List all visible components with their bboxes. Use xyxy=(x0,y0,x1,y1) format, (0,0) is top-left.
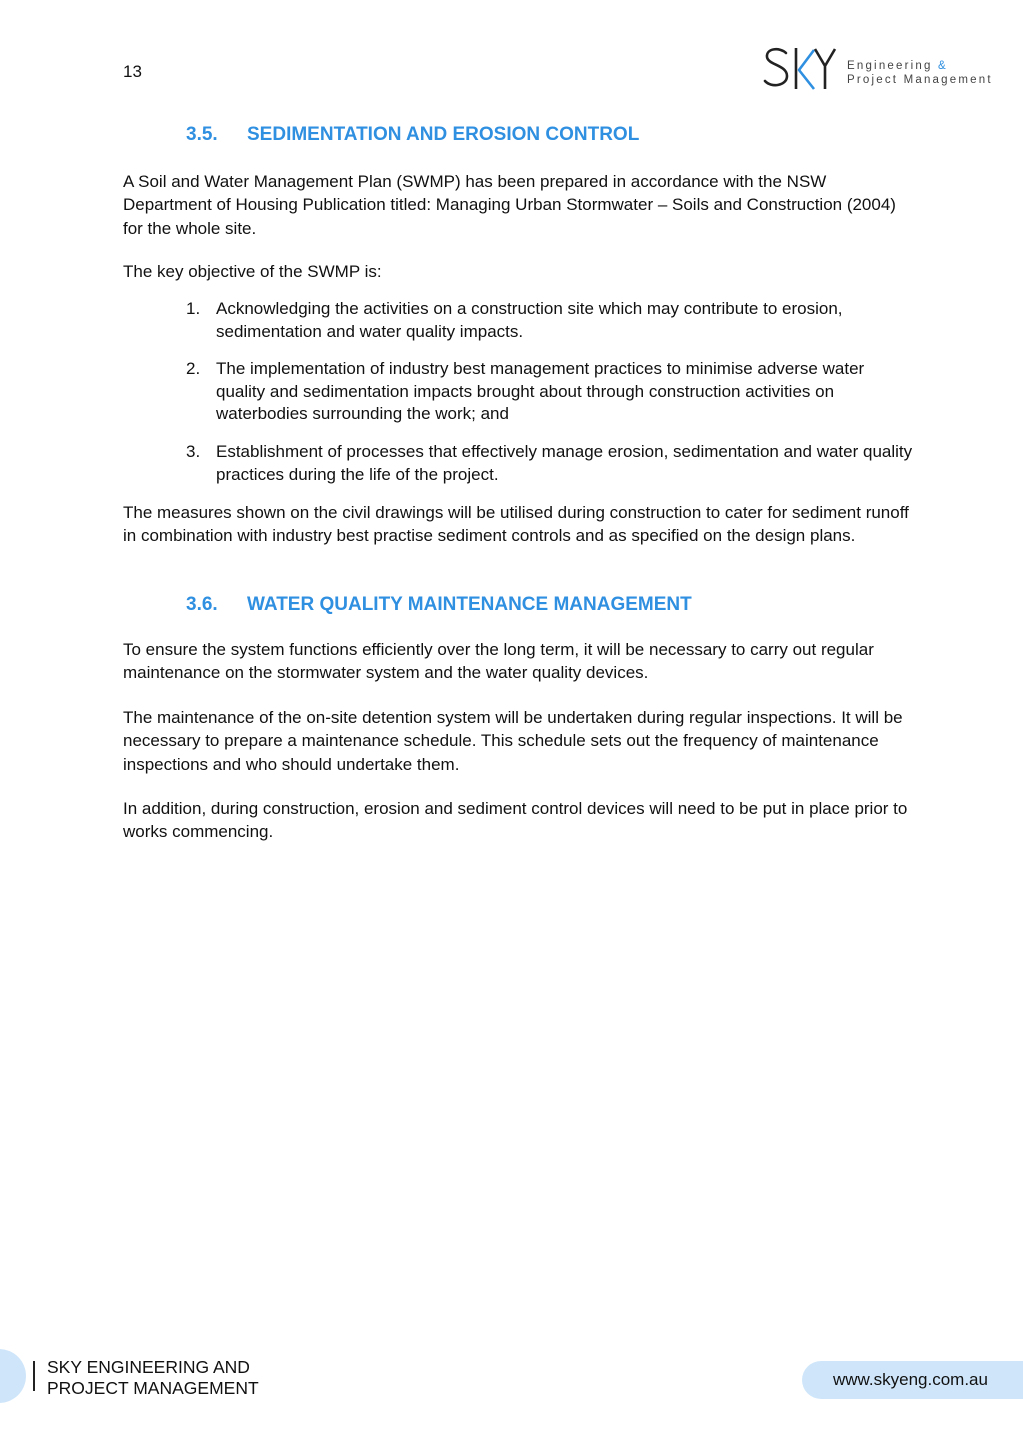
sky-logo-mark xyxy=(762,44,844,94)
footer-company-line1: SKY ENGINEERING AND xyxy=(47,1357,250,1377)
section-title: SEDIMENTATION AND EROSION CONTROL xyxy=(247,124,640,145)
section-number: 3.6. xyxy=(186,594,218,615)
page-number: 13 xyxy=(123,62,142,81)
logo-line1: Engineering xyxy=(847,60,933,72)
list-number: 3. xyxy=(186,442,201,461)
list-item xyxy=(186,441,913,486)
company-logo xyxy=(762,44,1007,94)
footer-divider xyxy=(33,1361,35,1391)
logo-ampersand: & xyxy=(938,60,948,72)
section-title: WATER QUALITY MAINTENANCE MANAGEMENT xyxy=(247,594,692,615)
logo-line2: Project Management xyxy=(847,74,993,86)
list-text: Acknowledging the activities on a construction site which may contribute to erosion, sedimentation and water quality impacts. xyxy=(216,299,843,341)
logo-text xyxy=(847,59,993,87)
paragraph: To ensure the system functions efficiently over the long term, it will be necessary to carry out regular maintenance on the stormwater system and the water quality devices. xyxy=(123,640,874,683)
footer-company-name xyxy=(47,1357,259,1399)
section-heading-3-6 xyxy=(186,594,692,616)
list-item xyxy=(186,358,913,426)
paragraph: The measures shown on the civil drawings will be utilised during construction to cater for sediment runoff in combination with industry best practise sediment controls and as specified on the design plans. xyxy=(123,503,909,546)
paragraph: The maintenance of the on-site detention system will be undertaken during regular inspections. It will be necessary to prepare a maintenance schedule. This schedule sets out the frequency of maintenance inspections and who should undertake them. xyxy=(123,708,903,774)
paragraph: The key objective of the SWMP is: xyxy=(123,262,382,281)
footer-company-line2: PROJECT MANAGEMENT xyxy=(47,1378,259,1398)
footer-decoration xyxy=(0,1349,26,1403)
list-text: The implementation of industry best management practices to minimise adverse water quality and sedimentation impacts brought about through construction activities on waterbodies surrounding the work; and xyxy=(216,359,865,423)
section-heading-3-5 xyxy=(186,124,639,146)
footer-website-link[interactable]: www.skyeng.com.au xyxy=(802,1361,1023,1399)
list-number: 2. xyxy=(186,359,201,378)
list-number: 1. xyxy=(186,299,201,318)
paragraph: In addition, during construction, erosion and sediment control devices will need to be put in place prior to works commencing. xyxy=(123,799,908,842)
paragraph: A Soil and Water Management Plan (SWMP) has been prepared in accordance with the NSW Department of Housing Publication titled: Managing Urban Stormwater – Soils and Construction (2004) for the whole site. xyxy=(123,172,896,238)
list-item xyxy=(186,298,913,343)
list-text: Establishment of processes that effectively manage erosion, sedimentation and water quality practices during the life of the project. xyxy=(216,442,913,484)
section-number: 3.5. xyxy=(186,124,218,145)
